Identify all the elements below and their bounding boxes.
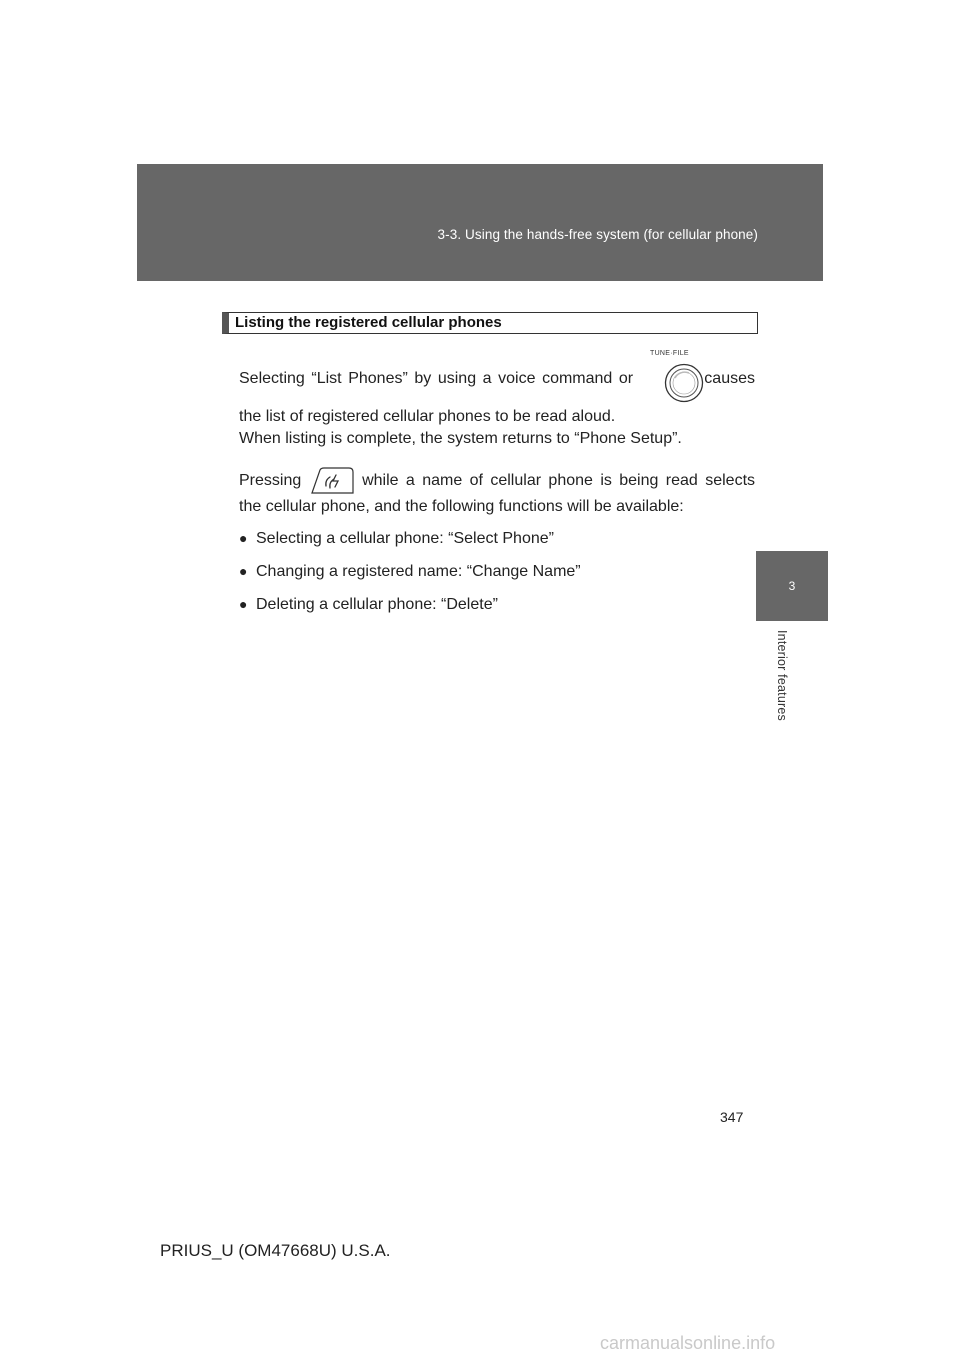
footer-model-code: PRIUS_U (OM47668U) U.S.A. bbox=[160, 1241, 391, 1260]
list-item bbox=[239, 563, 581, 581]
paragraph-2-line-2: the cellular phone, and the following functions will be available: bbox=[239, 498, 684, 515]
chapter-label: Interior features bbox=[775, 630, 789, 721]
list-item bbox=[239, 530, 554, 548]
bullet-symbol: ● bbox=[239, 596, 248, 612]
p2-text-b: while a name of cellular phone is being read selects bbox=[362, 472, 756, 489]
paragraph-1-line-3: When listing is complete, the system returns to “Phone Setup”. bbox=[239, 430, 682, 447]
paragraph-2-line-1 bbox=[239, 472, 755, 490]
watermark: carmanualsonline.info bbox=[600, 1333, 776, 1353]
page-number: 347 bbox=[720, 1109, 744, 1125]
list-item bbox=[239, 596, 498, 614]
p1-text-a: Selecting “List Phones” by using a voice command or bbox=[239, 370, 634, 387]
bullet-symbol: ● bbox=[239, 563, 248, 579]
p2-text-a: Pressing bbox=[239, 472, 302, 489]
list-item-text: Deleting a cellular phone: “Delete” bbox=[256, 596, 498, 613]
list-item-text: Selecting a cellular phone: “Select Phone” bbox=[256, 530, 554, 547]
paragraph-1-line-2: the list of registered cellular phones to be read aloud. bbox=[239, 408, 616, 425]
header-section-title: 3-3. Using the hands-free system (for cellular phone) bbox=[437, 227, 758, 242]
bullet-symbol: ● bbox=[239, 530, 248, 546]
chapter-number: 3 bbox=[788, 579, 796, 593]
section-heading: Listing the registered cellular phones bbox=[222, 312, 758, 334]
list-item-text: Changing a registered name: “Change Name” bbox=[256, 563, 581, 580]
paragraph-1-line-1 bbox=[239, 370, 755, 388]
chapter-tab bbox=[756, 551, 828, 621]
page-header bbox=[137, 164, 823, 281]
knob-label: TUNE·FILE bbox=[650, 350, 689, 357]
p1-text-b: causes bbox=[704, 370, 755, 387]
